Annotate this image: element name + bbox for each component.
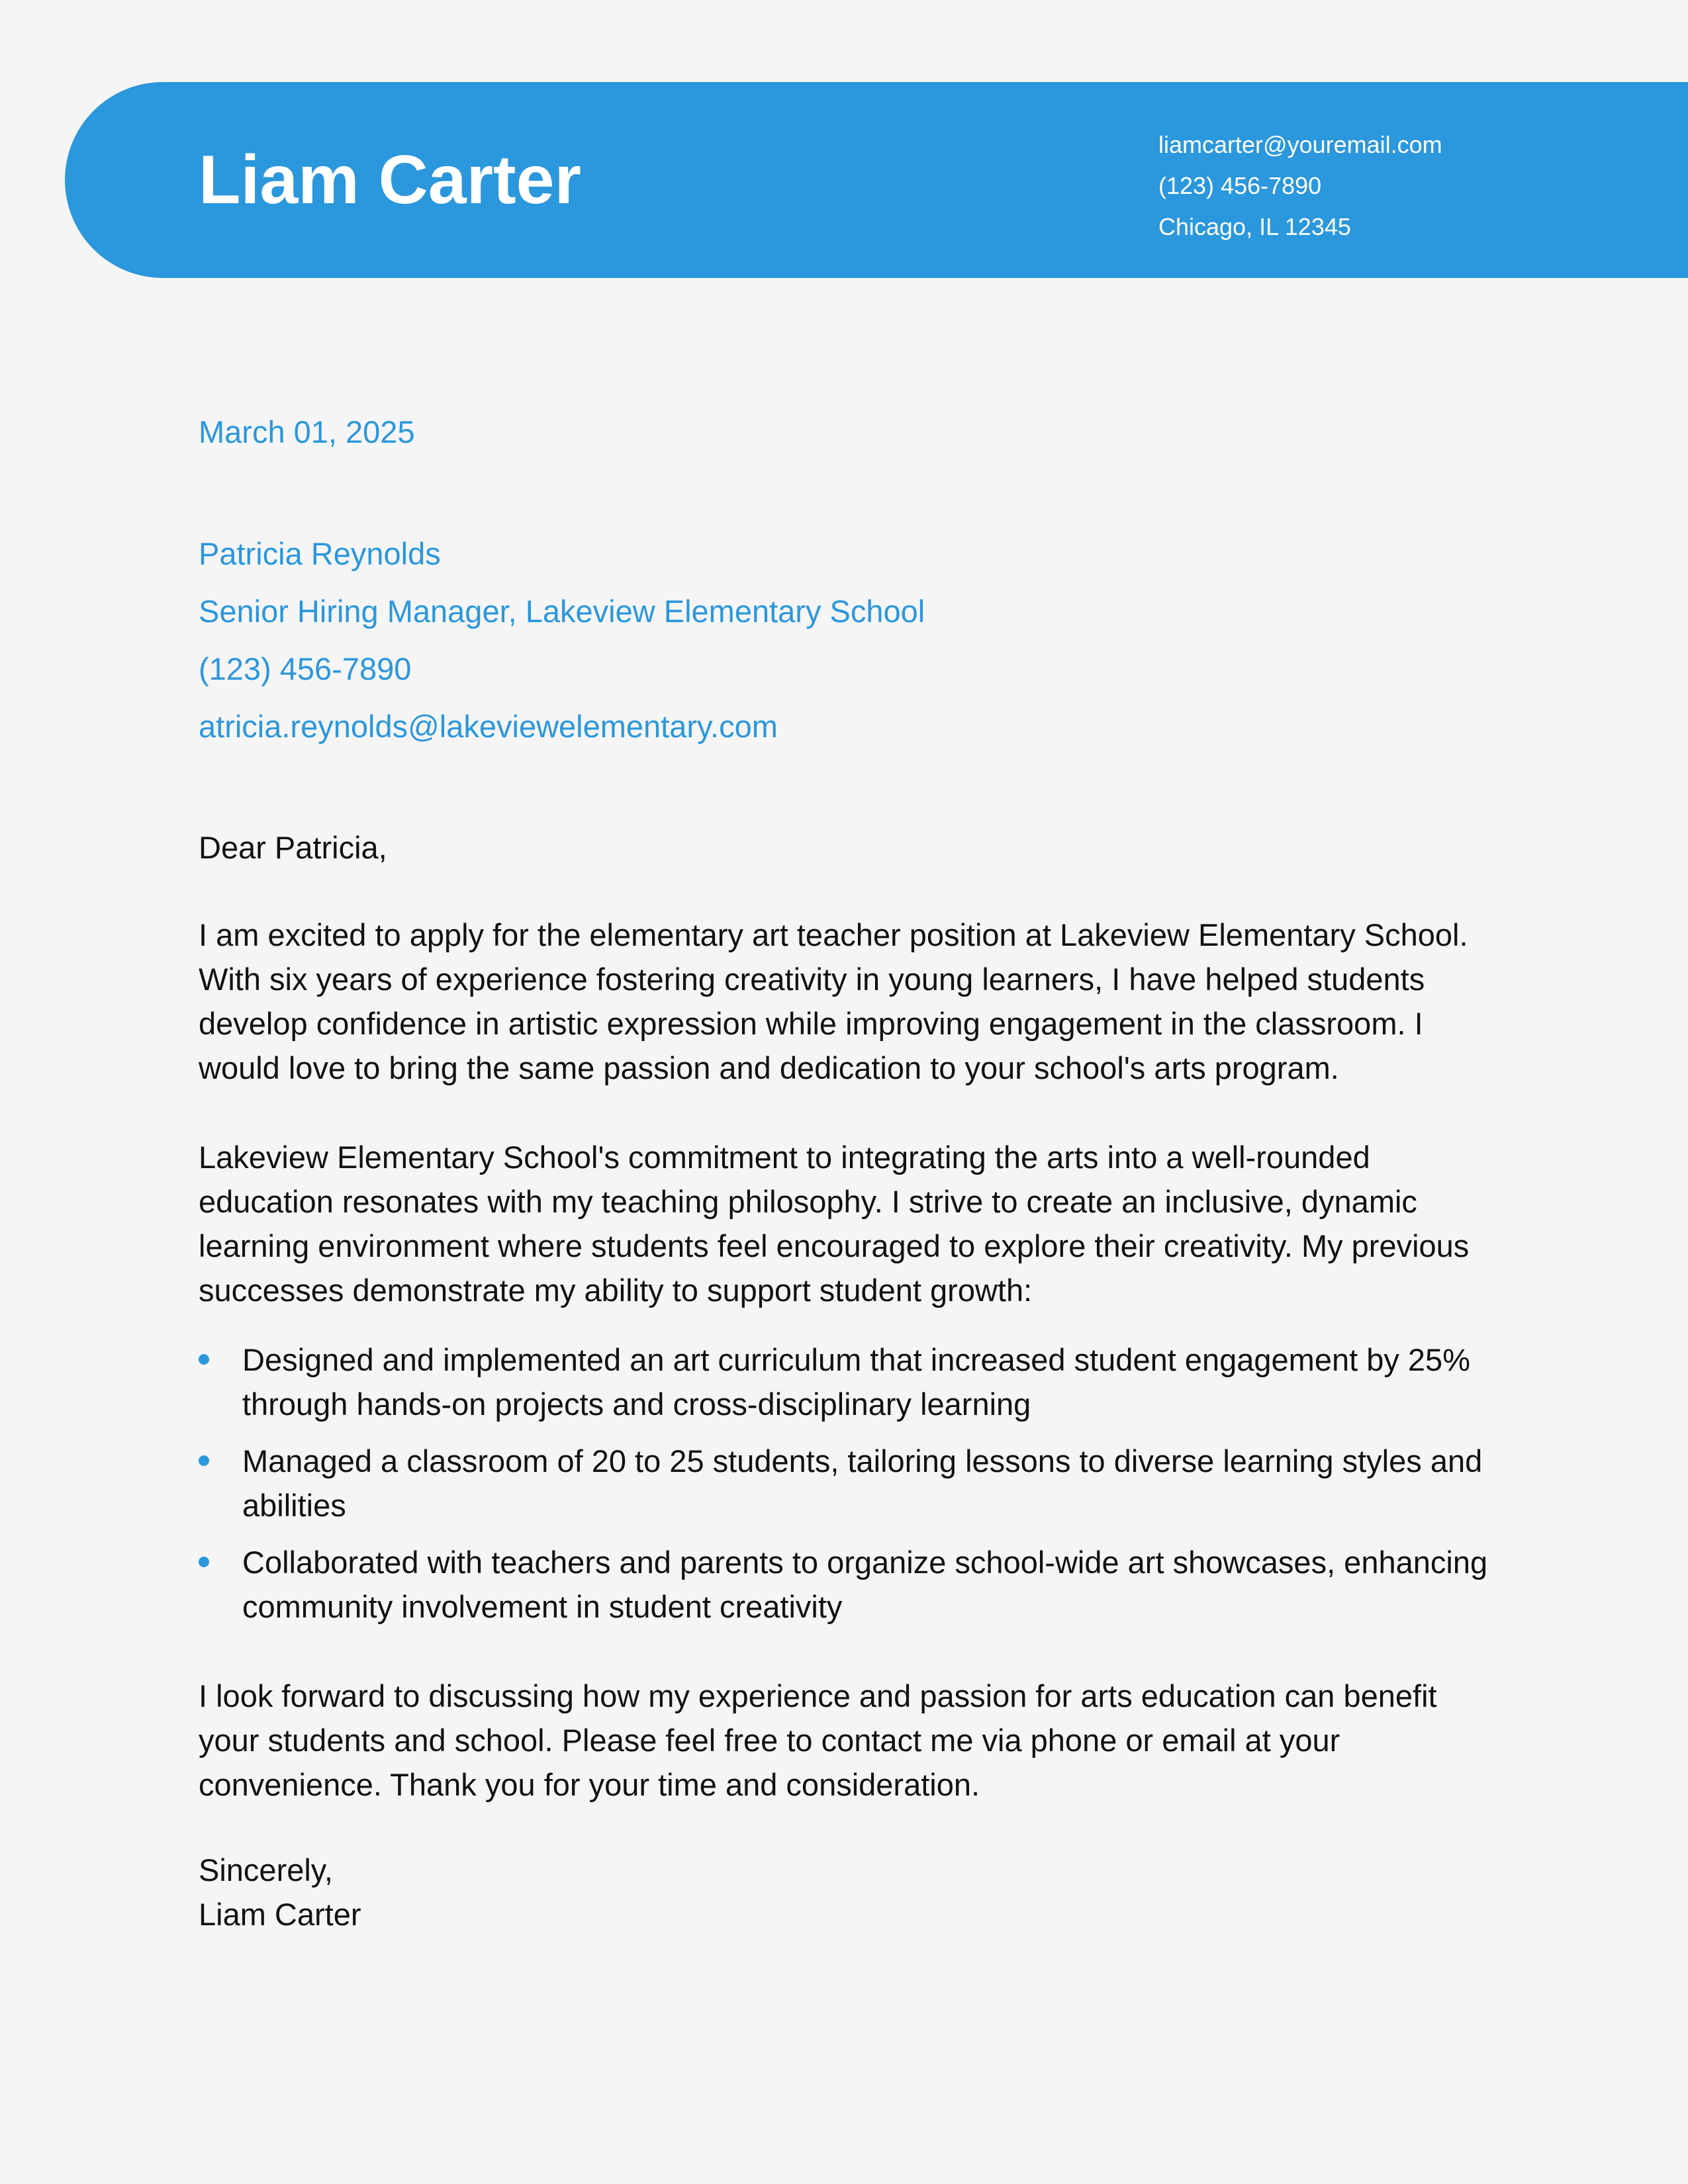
sign-off — [199, 1848, 1496, 1936]
list-item — [199, 1439, 1496, 1527]
salutation: Dear Patricia, — [199, 830, 387, 865]
list-item — [199, 1338, 1496, 1426]
signature: Liam Carter — [199, 1897, 361, 1932]
recipient-name: Patricia Reynolds — [199, 536, 441, 571]
paragraph-closing: I look forward to discussing how my experience and passion for arts education can benefit your students and school. Please feel free to contact me via phone or email at your convenience. Thank you for your time and consideration. — [199, 1678, 1437, 1802]
recipient-email: atricia.reynolds@lakeviewelementary.com — [199, 709, 778, 744]
sender-email: liamcarter@youremail.com — [1158, 131, 1442, 158]
valediction: Sincerely, — [199, 1852, 333, 1888]
achievements-list — [199, 1338, 1496, 1629]
bullet-dot-icon — [199, 1455, 209, 1466]
recipient-block — [199, 525, 1496, 755]
bullet-dot-icon — [199, 1354, 209, 1365]
sender-location: Chicago, IL 12345 — [1158, 213, 1351, 240]
bullet-dot-icon — [199, 1557, 209, 1567]
list-item — [199, 1540, 1496, 1629]
sender-contact — [1158, 124, 1442, 248]
sender-phone: (123) 456-7890 — [1158, 172, 1322, 199]
paragraph-intro: I am excited to apply for the elementary art teacher position at Lakeview Elementary School. With six years of experience fostering creativity in young learners, I have helped students develop confidence in artistic expression while improving engagement in the classroom. I would love to bring the same passion and dedication to your school's arts program. — [199, 917, 1468, 1085]
list-item-text: Managed a classroom of 20 to 25 students, tailoring lessons to diverse learning styles and abilities — [242, 1443, 1483, 1523]
letter-content — [199, 414, 1496, 1936]
list-item-text: Designed and implemented an art curriculum that increased student engagement by 25% through hands-on projects and cross-disciplinary learning — [242, 1342, 1470, 1422]
recipient-title: Senior Hiring Manager, Lakeview Elementary School — [199, 594, 925, 629]
letter-date: March 01, 2025 — [199, 414, 415, 449]
recipient-phone: (123) 456-7890 — [199, 651, 412, 686]
sender-name: Liam Carter — [199, 142, 581, 218]
list-item-text: Collaborated with teachers and parents to organize school-wide art showcases, enhancing community involvement in student creativity — [242, 1545, 1488, 1624]
paragraph-philosophy: Lakeview Elementary School's commitment to integrating the arts into a well-rounded education resonates with my teaching philosophy. I strive to create an inclusive, dynamic learning environment where students feel encouraged to explore their creativity. My previous successes demonstrate my ability to support student growth: — [199, 1140, 1470, 1308]
